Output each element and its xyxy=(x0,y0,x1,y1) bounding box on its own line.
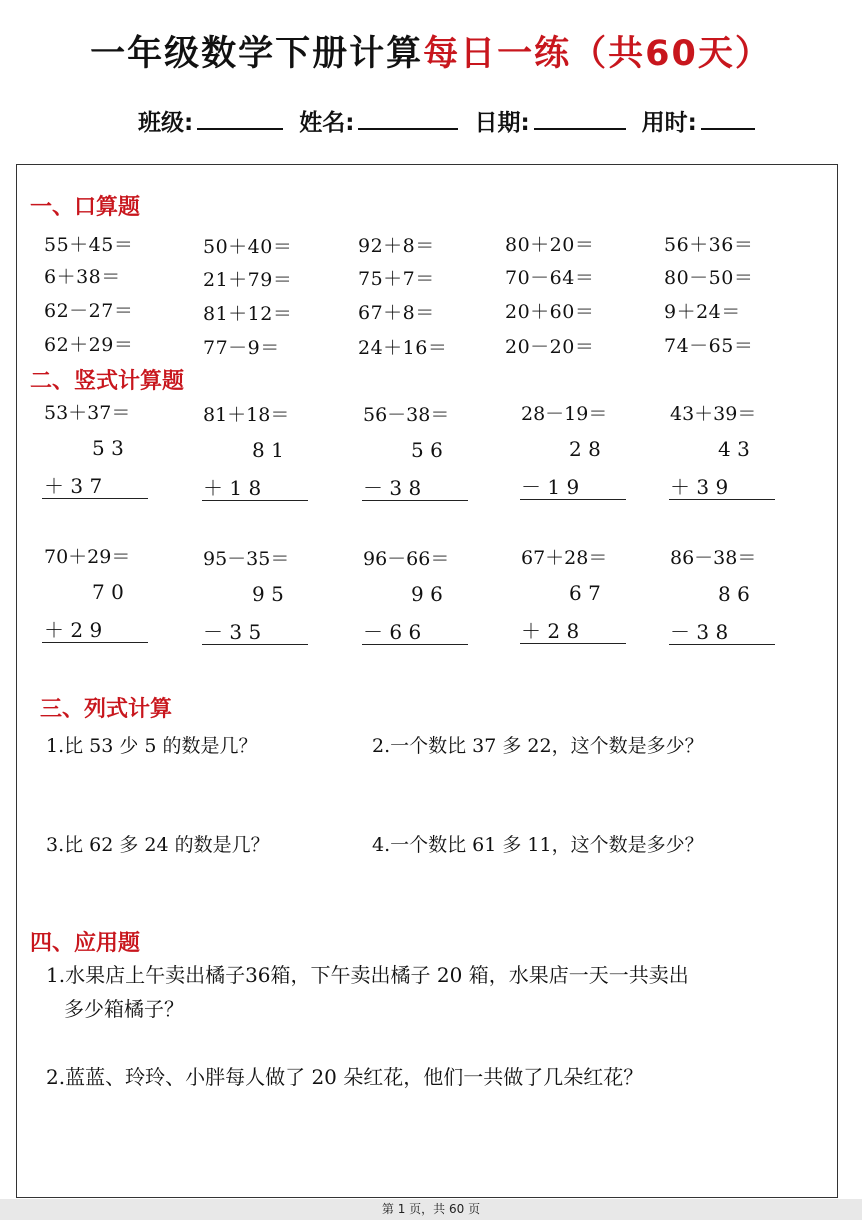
vertical-question: 67＋28＝ xyxy=(521,547,608,569)
oral-problem: 62＋29＝ xyxy=(44,334,134,356)
vertical-result-line xyxy=(520,643,626,644)
vertical-bottom-number: ＋ 2 9 xyxy=(44,618,103,642)
oral-problem: 70－64＝ xyxy=(505,267,595,289)
oral-problem: 92＋8＝ xyxy=(358,235,435,257)
oral-problem: 67＋8＝ xyxy=(358,302,435,324)
section-application-title: 四、应用题 xyxy=(30,931,141,956)
vertical-result-line xyxy=(669,499,775,500)
vertical-top-number: 4 3 xyxy=(718,437,750,461)
vertical-top-number: 9 6 xyxy=(411,582,443,606)
vertical-result-line xyxy=(202,644,308,645)
section-oral-title: 一、口算题 xyxy=(30,195,141,220)
list-calc-question: 4.一个数比 61 多 11，这个数是多少？ xyxy=(372,834,704,856)
student-info-line xyxy=(138,104,763,137)
vertical-result-line xyxy=(362,644,468,645)
application-question-2: 2.蓝蓝、玲玲、小胖每人做了 20 朵红花，他们一共做了几朵红花？ xyxy=(46,1065,644,1089)
section-vertical-title: 二、竖式计算题 xyxy=(30,369,185,394)
oral-problem: 50＋40＝ xyxy=(203,236,293,258)
vertical-question: 96－66＝ xyxy=(363,548,450,570)
application-question-1: 1.水果店上午卖出橘子36箱，下午卖出橘子 20 箱，水果店一天一共卖出 xyxy=(46,963,689,987)
oral-problem: 20－20＝ xyxy=(505,336,595,358)
time-blank[interactable] xyxy=(701,108,755,130)
vertical-question: 28－19＝ xyxy=(521,403,608,425)
page-footer: 第 1 页，共 60 页 xyxy=(0,1199,862,1220)
vertical-result-line xyxy=(362,500,468,501)
vertical-question: 70＋29＝ xyxy=(44,546,131,568)
oral-problem: 81＋12＝ xyxy=(203,303,293,325)
name-blank[interactable] xyxy=(358,108,458,130)
class-label: 班级: xyxy=(138,110,194,136)
vertical-bottom-number: － 3 8 xyxy=(670,620,729,644)
oral-problem: 80＋20＝ xyxy=(505,234,595,256)
oral-problem: 24＋16＝ xyxy=(358,337,448,359)
vertical-question: 95－35＝ xyxy=(203,548,290,570)
vertical-top-number: 6 7 xyxy=(569,581,601,605)
vertical-result-line xyxy=(202,500,308,501)
vertical-question: 43＋39＝ xyxy=(670,403,757,425)
vertical-result-line xyxy=(42,498,148,499)
oral-problem: 56＋36＝ xyxy=(664,234,754,256)
vertical-bottom-number: ＋ 1 8 xyxy=(203,476,262,500)
oral-problem: 75＋7＝ xyxy=(358,268,435,290)
time-label: 用时: xyxy=(641,110,697,136)
title-red: 每日一练（共60天） xyxy=(423,34,772,74)
vertical-question: 56－38＝ xyxy=(363,404,450,426)
title-black: 一年级数学下册计算 xyxy=(90,34,424,74)
application-question-1-continued: 多少箱橘子？ xyxy=(64,997,184,1021)
oral-problem: 62－27＝ xyxy=(44,300,134,322)
vertical-top-number: 8 6 xyxy=(718,582,750,606)
vertical-question: 81＋18＝ xyxy=(203,404,290,426)
oral-problem: 80－50＝ xyxy=(664,267,754,289)
vertical-top-number: 5 6 xyxy=(411,438,443,462)
vertical-question: 53＋37＝ xyxy=(44,402,131,424)
class-blank[interactable] xyxy=(197,108,283,130)
name-label: 姓名: xyxy=(299,110,355,136)
vertical-bottom-number: ＋ 2 8 xyxy=(521,619,580,643)
oral-problem: 74－65＝ xyxy=(664,335,754,357)
list-calc-question: 3.比 62 多 24 的数是几？ xyxy=(46,834,270,856)
vertical-bottom-number: － 6 6 xyxy=(363,620,422,644)
vertical-top-number: 7 0 xyxy=(92,580,124,604)
vertical-bottom-number: － 1 9 xyxy=(521,475,580,499)
oral-problem: 6＋38＝ xyxy=(44,266,121,288)
date-label: 日期: xyxy=(474,110,530,136)
list-calc-question: 2.一个数比 37 多 22，这个数是多少？ xyxy=(372,735,704,757)
oral-problem: 21＋79＝ xyxy=(203,269,293,291)
oral-problem: 55＋45＝ xyxy=(44,234,134,256)
vertical-top-number: 2 8 xyxy=(569,437,601,461)
list-calc-question: 1.比 53 少 5 的数是几？ xyxy=(46,735,258,757)
oral-problem: 77－9＝ xyxy=(203,337,280,359)
section-list-calc-title: 三、列式计算 xyxy=(40,697,173,722)
vertical-bottom-number: － 3 8 xyxy=(363,476,422,500)
oral-problem: 9＋24＝ xyxy=(664,301,741,323)
vertical-result-line xyxy=(669,644,775,645)
vertical-result-line xyxy=(520,499,626,500)
vertical-top-number: 8 1 xyxy=(252,438,284,462)
vertical-result-line xyxy=(42,642,148,643)
vertical-bottom-number: ＋ 3 9 xyxy=(670,475,729,499)
vertical-top-number: 9 5 xyxy=(252,582,284,606)
vertical-bottom-number: － 3 5 xyxy=(203,620,262,644)
vertical-question: 86－38＝ xyxy=(670,547,757,569)
worksheet-title xyxy=(0,26,862,76)
oral-problem: 20＋60＝ xyxy=(505,301,595,323)
vertical-top-number: 5 3 xyxy=(92,436,124,460)
date-blank[interactable] xyxy=(534,108,626,130)
vertical-bottom-number: ＋ 3 7 xyxy=(44,474,103,498)
